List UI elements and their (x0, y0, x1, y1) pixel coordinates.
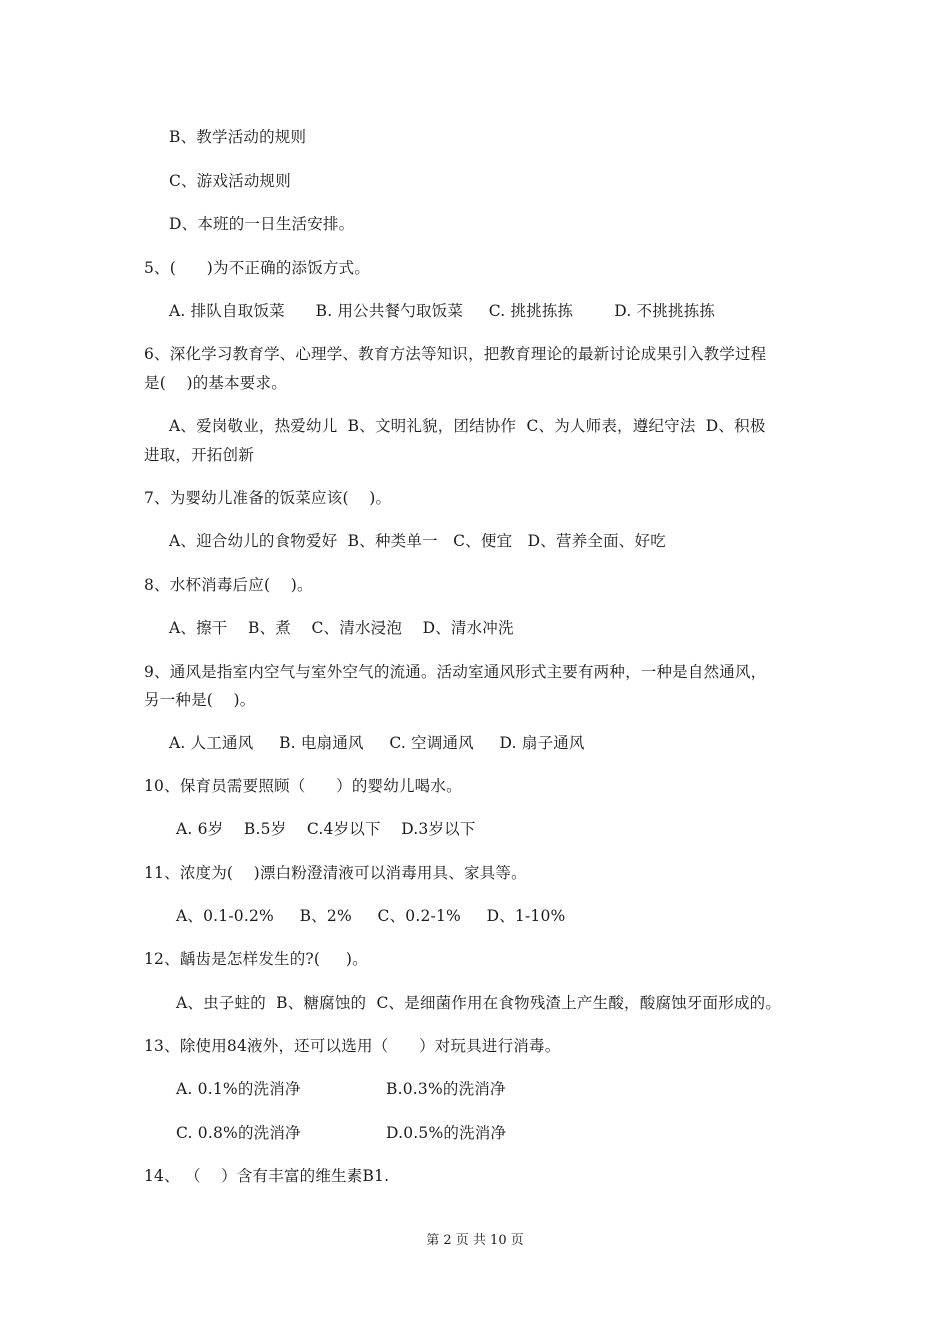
q14-stem: 14、 （ ）含有丰富的维生素B1. (144, 1167, 390, 1185)
q6-options-line2: 进取，开拓创新 (144, 446, 254, 464)
q13-option-d: D.0.5%的洗消净 (386, 1124, 507, 1142)
page-footer: 第 2 页 共 10 页 (426, 1233, 524, 1248)
q5-stem: 5、( )为不正确的添饭方式。 (144, 259, 371, 277)
q12-stem: 12、龋齿是怎样发生的?( )。 (144, 950, 368, 968)
q4-option-b: B、教学活动的规则 (169, 128, 307, 146)
q12-options: A、虫子蛀的 B、糖腐蚀的 C、是细菌作用在食物残渣上产生酸，酸腐蚀牙面形成的。 (176, 994, 782, 1012)
q8-options: A、擦干 B、煮 C、清水浸泡 D、清水冲洗 (169, 619, 514, 637)
q8-stem: 8、水杯消毒后应( )。 (144, 576, 313, 594)
q5-options: A. 排队自取饭菜 B. 用公共餐勺取饭菜 C. 挑挑拣拣 D. 不挑挑拣拣 (169, 302, 716, 320)
q4-option-c: C、游戏活动规则 (169, 172, 291, 190)
q6-stem-line2: 是( )的基本要求。 (144, 374, 287, 392)
q7-stem: 7、为婴幼儿准备的饭菜应该( )。 (144, 489, 392, 507)
q13-option-c: C. 0.8%的洗消净 (176, 1124, 301, 1142)
q13-option-a: A. 0.1%的洗消净 (176, 1080, 301, 1098)
q13-option-b: B.0.3%的洗消净 (386, 1080, 506, 1098)
q11-stem: 11、浓度为( )漂白粉澄清液可以消毒用具、家具等。 (144, 864, 527, 882)
q9-options: A. 人工通风 B. 电扇通风 C. 空调通风 D. 扇子通风 (169, 734, 585, 752)
q4-option-d: D、本班的一日生活安排。 (169, 215, 355, 233)
q6-options-line1: A、爱岗敬业，热爱幼儿 B、文明礼貌，团结协作 C、为人师表，遵纪守法 D、积极 (169, 417, 766, 435)
q9-stem-line2: 另一种是( )。 (144, 691, 256, 709)
q6-stem-line1: 6、深化学习教育学、心理学、教育方法等知识，把教育理论的最新讨论成果引入教学过程 (144, 345, 767, 363)
q11-options: A、0.1-0.2% B、2% C、0.2-1% D、1-10% (176, 907, 566, 925)
q13-stem: 13、除使用84液外，还可以选用（ ）对玩具进行消毒。 (144, 1037, 561, 1055)
q9-stem-line1: 9、通风是指室内空气与室外空气的流通。活动室通风形式主要有两种，一种是自然通风， (144, 663, 767, 681)
q10-stem: 10、保育员需要照顾（ ）的婴幼儿喝水。 (144, 777, 462, 795)
q10-options: A. 6岁 B.5岁 C.4岁以下 D.3岁以下 (176, 820, 476, 838)
q7-options: A、迎合幼儿的食物爱好 B、种类单一 C、便宜 D、营养全面、好吃 (169, 532, 666, 550)
